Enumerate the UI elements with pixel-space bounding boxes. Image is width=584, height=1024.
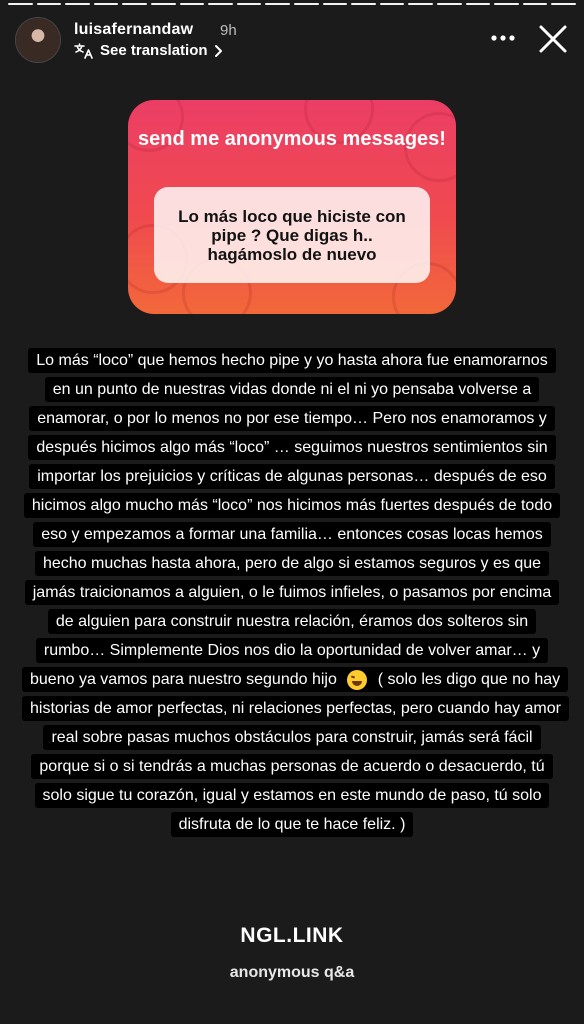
ngl-link-brand[interactable]: NGL.LINK: [240, 924, 344, 947]
progress-segment: [151, 3, 176, 5]
progress-segment: [37, 3, 62, 5]
card-title: send me anonymous messages!: [138, 128, 446, 150]
progress-segment: [380, 3, 405, 5]
avatar[interactable]: [16, 18, 60, 62]
see-translation-button[interactable]: [74, 42, 223, 59]
progress-segment: [351, 3, 376, 5]
chevron-right-icon: [214, 44, 223, 58]
progress-segment: [408, 3, 433, 5]
response-text-part-1: Lo más “loco” que hemos hecho pipe y yo hasta ahora fue enamorarnos en un punto de nuestras vidas donde ni el ni yo pensaba volverse a enamorar, o por lo menos no por ese tiempo… Pero nos enamoramos y después hicimos algo más “loco” … seguimos nuestros sentimientos sin importar los prejuicios y críticas de algunas personas… después de eso hicimos algo mucho más “loco” nos hicimos más fuertes después de todo eso y empezamos a formar una familia… entonces cosas locas hemos hecho muchas hasta ahora, pero de algo si estamos seguros y es que jamás traicionamos a alguien, o le fuimos infieles, o pasamos por encima de alguien para construir nuestra relación, éramos dos solteros sin rumbo… Simplemente Dios nos dio la oportunidad de volver amar… y bueno ya vamos para nuestro segundo hijo: [26, 348, 556, 692]
username[interactable]: luisafernandaw: [74, 21, 194, 38]
progress-segment: [237, 3, 262, 5]
progress-segment: [323, 3, 348, 5]
more-dots-icon[interactable]: [488, 26, 518, 50]
post-time: 9h: [220, 22, 237, 39]
progress-segment: [122, 3, 147, 5]
progress-segment: [265, 3, 290, 5]
ngl-question-card: [128, 100, 456, 314]
progress-segment: [8, 3, 33, 5]
ngl-subtitle: anonymous q&a: [229, 964, 355, 981]
progress-segment: [466, 3, 491, 5]
response-text-part-2: ( solo les digo que no hay historias de amor perfectas, ni relaciones perfectas, pero cuando hay amor real sobre pasas muchos obstáculos para construir, jamás será fácil porque si o si tendrás a muchas personas de acuerdo o desacuerdo, tú solo sigue tu corazón, igual y estamos en este mundo de paso, tú solo disfruta de lo que te hace feliz. ): [26, 667, 565, 837]
laughing-tears-emoji: [347, 670, 367, 690]
response-text: [22, 346, 562, 839]
close-icon[interactable]: [536, 22, 570, 56]
progress-segment: [494, 3, 519, 5]
question-text: Lo más loco que hiciste con pipe ? Que digas h.. hagámoslo de nuevo: [154, 187, 430, 283]
progress-segment: [180, 3, 205, 5]
story-header: [14, 18, 570, 68]
progress-segment: [437, 3, 462, 5]
translate-icon: [74, 43, 94, 59]
progress-segment: [523, 3, 548, 5]
progress-segment: [65, 3, 90, 5]
progress-segment: [94, 3, 119, 5]
progress-segment: [294, 3, 319, 5]
progress-segment: [551, 3, 576, 5]
story-progress-bar: [8, 3, 576, 5]
progress-segment: [208, 3, 233, 5]
see-translation-label: See translation: [100, 42, 208, 59]
